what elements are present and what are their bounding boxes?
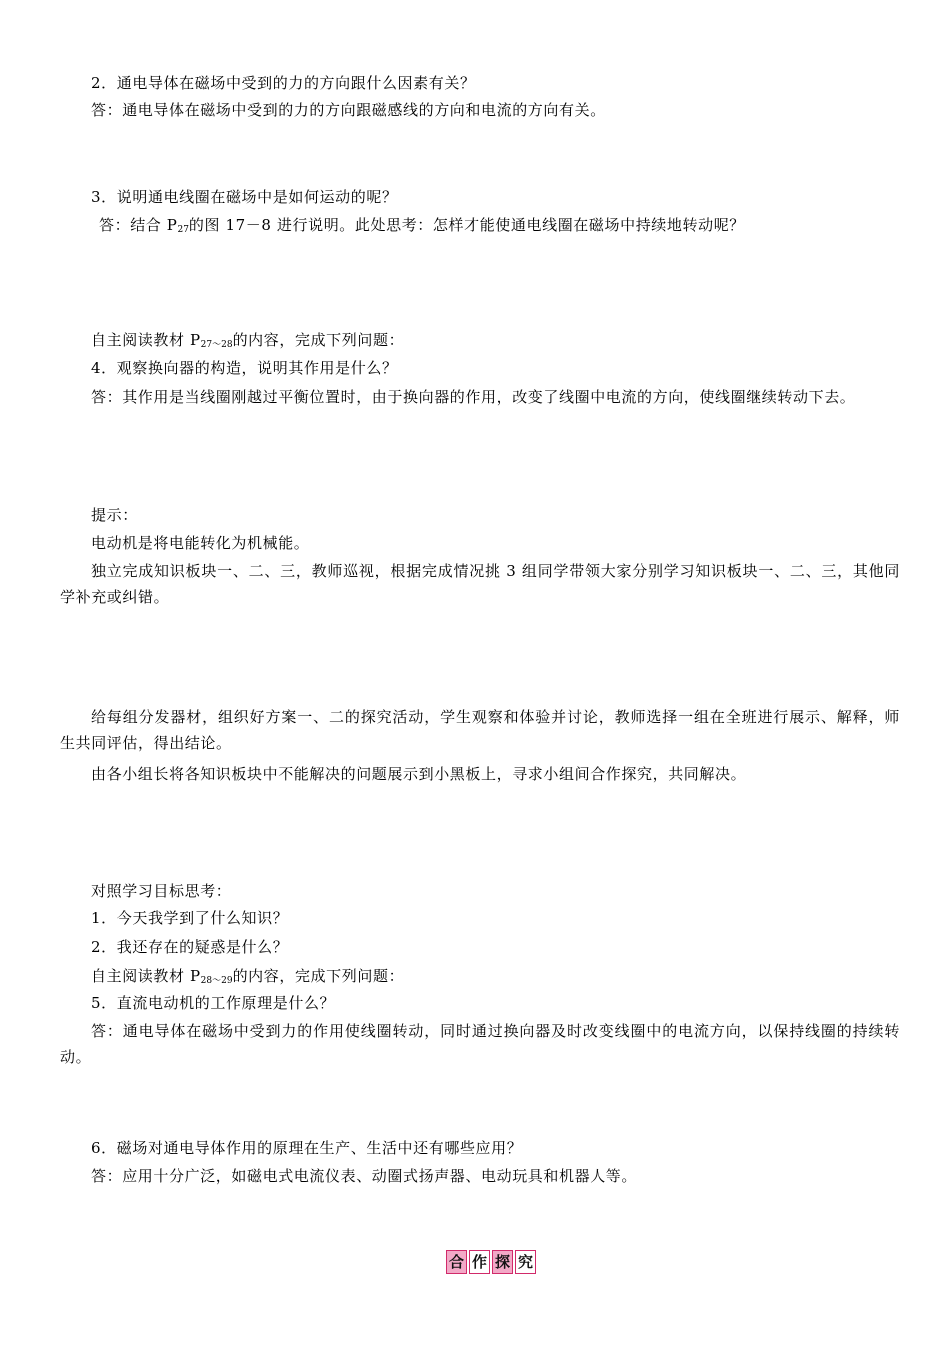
q3-question: 3．说明通电线圈在磁场中是如何运动的呢？	[91, 188, 398, 206]
badge-char-4: 究	[515, 1250, 536, 1274]
badge-char-1: 合	[446, 1250, 467, 1274]
q3-answer-text-a: 答：结合 P	[99, 216, 178, 234]
reflect-item1: 1．今天我学到了什么知识？	[91, 909, 289, 927]
q6-question: 6．磁场对通电导体作用的原理在生产、生活中还有哪些应用？	[91, 1139, 523, 1157]
q6-answer: 答：应用十分广泛，如磁电式电流仪表、动圈式扬声器、电动玩具和机器人等。	[91, 1167, 638, 1185]
reflect-item2: 2．我还存在的疑惑是什么？	[91, 938, 289, 956]
q5-question: 5．直流电动机的工作原理是什么？	[91, 994, 336, 1012]
tip-line1: 电动机是将电能转化为机械能。	[91, 534, 310, 552]
reading2-page-sub: 28～29	[200, 976, 233, 986]
q3-answer-text-b: 的图 17－8 进行说明。此处思考：怎样才能使通电线圈在磁场中持续地转动呢？	[188, 216, 745, 234]
q2-answer: 答：通电导体在磁场中受到的力的方向跟磁感线的方向和电流的方向有关。	[91, 101, 606, 119]
reading1-text-b: 的内容，完成下列问题：	[232, 331, 405, 349]
q3-answer-page-sub: 27	[177, 225, 189, 235]
activity-para1: 给每组分发器材，组织好方案一、二的探究活动，学生观察和体验并讨论，教师选择一组在全班进行展示、解释，师生共同评估，得出结论。	[60, 708, 900, 752]
q2-question: 2．通电导体在磁场中受到的力的方向跟什么因素有关？	[91, 74, 476, 92]
q5-answer: 答：通电导体在磁场中受到力的作用使线圈转动，同时通过换向器及时改变线圈中的电流方向，以保持线圈的持续转动。	[60, 1022, 900, 1066]
badge-char-3: 探	[492, 1250, 513, 1274]
badge-char-2: 作	[469, 1250, 490, 1274]
reading1-text-a: 自主阅读教材 P	[91, 331, 201, 349]
reading2-text-a: 自主阅读教材 P	[91, 967, 201, 985]
activity-para2: 由各小组长将各知识板块中不能解决的问题展示到小黑板上，寻求小组间合作探究，共同解决。	[91, 765, 747, 783]
q4-answer: 答：其作用是当线圈刚越过平衡位置时，由于换向器的作用，改变了线圈中电流的方向，使线圈继续转动下去。	[91, 388, 856, 406]
reading1-page-sub: 27～28	[200, 340, 233, 350]
reading2-text-b: 的内容，完成下列问题：	[232, 967, 405, 985]
reading1-instruction	[91, 327, 931, 358]
reflect-title: 对照学习目标思考：	[91, 882, 232, 900]
tip-label: 提示：	[91, 506, 138, 524]
q3-answer	[99, 212, 939, 243]
q4-question: 4．观察换向器的构造，说明其作用是什么？	[91, 359, 398, 377]
tip-line2: 独立完成知识板块一、二、三，教师巡视，根据完成情况挑 3 组同学带领大家分别学习知识板块一、二、三，其他同学补充或纠错。	[60, 562, 900, 606]
section-badge-cooperative-inquiry	[448, 1249, 534, 1275]
